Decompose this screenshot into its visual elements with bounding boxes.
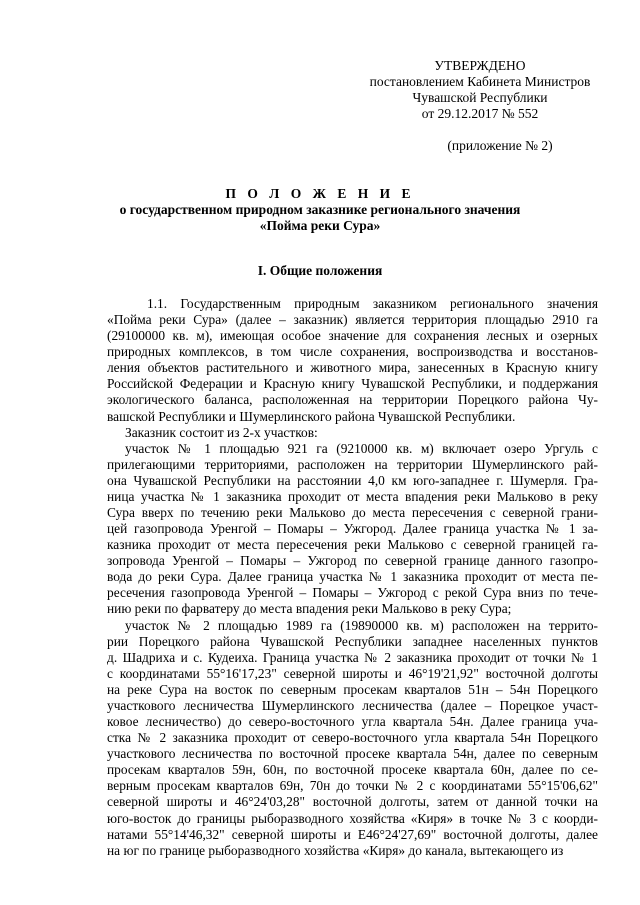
paragraph-line: участкового лесничества по восточной просеке квартала 54н, далее по северным xyxy=(107,746,598,762)
document-title-block xyxy=(80,186,560,234)
approval-title: УТВЕРЖДЕНО xyxy=(434,58,526,73)
body-text xyxy=(107,296,598,859)
paragraph xyxy=(107,425,598,441)
paragraph-line: ковое лесничество) до северо-восточного угла квартала 54н. Далее граница уча- xyxy=(107,714,598,730)
paragraph-line: участок № 2 площадью 1989 га (19890000 кв. м) расположен на террито- xyxy=(125,617,598,633)
paragraph-line: природных комплексов, в том числе сохранения, воспроизводства и восстанов- xyxy=(107,344,598,360)
paragraph-line: стка № 2 заказника проходит от северо-восточного угла квартала 54н Порецкого xyxy=(107,730,598,746)
paragraph xyxy=(107,441,598,618)
paragraph-line: казника проходит от места пересечения реки Мальково с северной границей га- xyxy=(107,537,598,553)
paragraph-line: 1.1. Государственным природным заказником регионального значения xyxy=(147,296,598,311)
paragraph-line: рии Порецкого района Чувашской Республики западнее населенных пунктов xyxy=(107,633,598,649)
section-heading: I. Общие положения xyxy=(257,263,383,278)
paragraph xyxy=(107,618,598,859)
paragraph-line: юго-восток до границы рыборазводного хозяйства «Киря» в точке № 3 с коорди- xyxy=(107,810,598,826)
approval-line: постановлением Кабинета Министров xyxy=(369,74,591,89)
paragraph-line: цей газопровода Уренгой – Помары – Ужгород. Далее граница участка № 1 за- xyxy=(107,521,598,537)
paragraph-line: на юг по границе рыборазводного хозяйства «Киря» до канала, вытекающего из xyxy=(107,842,564,858)
paragraph-line: она Чувашской Республики на расстоянии 4,0 км юго-западнее г. Шумерля. Гра- xyxy=(107,472,598,488)
paragraph-line: д. Шадриха и с. Кудеиха. Граница участка № 2 заказника проходит от точки № 1 xyxy=(107,649,598,665)
approval-line: от 29.12.2017 № 552 xyxy=(421,106,539,121)
paragraph-line: вашской Республики и Шумерлинского района Чувашской Республики. xyxy=(107,408,516,424)
paragraph-line: «Пойма реки Сура» (далее – заказник) является территория площадью 2910 га xyxy=(107,312,598,328)
paragraph-line: прилегающими территориями, расположен на территории Шумерлинского рай- xyxy=(107,456,598,472)
paragraph-line: с координатами 55°16'17,23" северной широты и 46°19'21,92" восточной долготы xyxy=(107,665,598,681)
paragraph-line: Российской Федерации и Красную книгу Чувашской Республики, и поддержания xyxy=(107,376,598,392)
approval-line: Чувашской Республики xyxy=(412,90,548,105)
paragraph-line: экологического баланса, расположенная на территории Порецкого района Чу- xyxy=(107,392,598,408)
paragraph xyxy=(107,296,598,425)
paragraph-line: вода до реки Сура. Далее граница участка № 1 заказника проходит от места пе- xyxy=(107,569,598,585)
paragraph-line: участкового лесничества Шумерлинского лесничества (далее – Порецкое участ- xyxy=(107,697,598,713)
paragraph-line: (29100000 кв. м), имеющая особое значение для сохранения лесных и озерных xyxy=(107,328,598,344)
approval-stamp xyxy=(360,58,600,154)
paragraph-line: зопровода Уренгой – Помары – Ужгород по северной границе данного газопро- xyxy=(107,553,598,569)
paragraph-line: просекам кварталов 59н, 60н, по восточной просеке квартала 60н, далее по се- xyxy=(107,762,598,778)
document-subtitle: «Пойма реки Сура» xyxy=(259,218,381,233)
paragraph-line: ница участка № 1 заказника проходит от места впадения реки Мальково в реку xyxy=(107,488,598,504)
paragraph-line: нию реки по фарватеру до места впадения реки Мальково в реку Сура; xyxy=(107,601,512,617)
paragraph-line: натами 55°14'46,32" северной широты и E46°24'27,69" восточной долготы, далее xyxy=(107,826,598,842)
document-title: П О Л О Ж Е Н И Е xyxy=(225,186,415,201)
document-subtitle: о государственном природном заказнике регионального значения xyxy=(119,202,521,217)
paragraph-line: ресечения газопровода Уренгой – Помары – Ужгород с рекой Сура вниз по тече- xyxy=(107,585,598,601)
paragraph-line: ления объектов растительного и животного мира, занесенных в Красную книгу xyxy=(107,360,598,376)
paragraph-line: Заказник состоит из 2-х участков: xyxy=(125,424,318,440)
paragraph-line: северной широты и 46°24'03,28" восточной долготы, затем от данной точки на xyxy=(107,794,598,810)
paragraph-line: участок № 1 площадью 921 га (9210000 кв. м) включает озеро Ургуль с xyxy=(125,440,598,456)
appendix-label: (приложение № 2) xyxy=(447,138,553,153)
paragraph-line: верным просекам кварталов 69н, 70н до точки № 2 с координатами 55°15'06,62" xyxy=(107,778,598,794)
paragraph-line: на реке Сура на восток по северным просекам кварталов 51н – 54н Порецкого xyxy=(107,681,598,697)
paragraph-line: Сура вверх по течению реки Мальково до места пересечения с северной грани- xyxy=(107,505,598,521)
